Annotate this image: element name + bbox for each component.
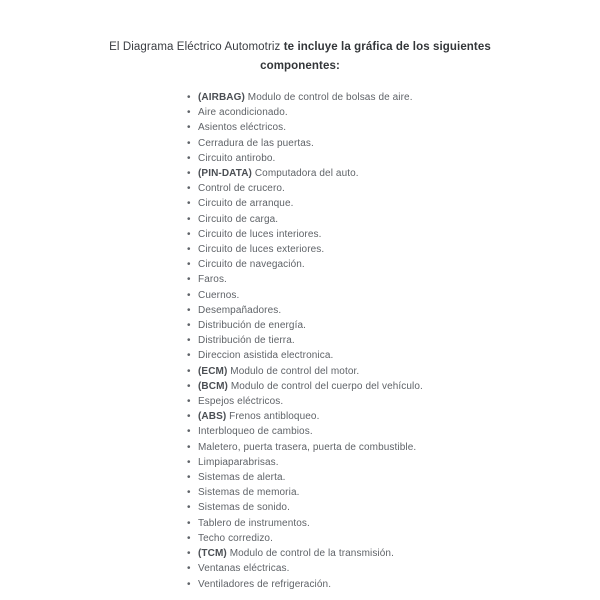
component-label: Modulo de control de bolsas de aire. — [244, 92, 413, 103]
list-item — [186, 531, 600, 546]
component-list — [186, 90, 600, 592]
component-label: Cuernos. — [198, 289, 240, 301]
list-item — [186, 166, 600, 181]
component-label: Sistemas de memoria. — [198, 487, 300, 499]
component-label: Interbloqueo de cambios. — [198, 426, 313, 438]
component-label: Modulo de control del cuerpo del vehículo. — [227, 380, 423, 392]
list-item — [186, 394, 600, 409]
list-item — [186, 242, 600, 257]
list-item — [186, 440, 600, 455]
list-item — [186, 470, 600, 485]
component-label: Modulo de control del motor. — [227, 365, 360, 377]
component-label: Circuito de luces interiores. — [198, 228, 322, 240]
component-label: Computadora del auto. — [251, 168, 359, 180]
title-regular-text: El Diagrama Eléctrico Automotriz — [109, 41, 284, 53]
component-code: (AIRBAG) — [198, 92, 245, 103]
component-label: Limpiaparabrisas. — [198, 456, 279, 468]
list-item — [186, 364, 600, 379]
list-item — [186, 424, 600, 439]
list-item — [186, 348, 600, 363]
component-label: Control de crucero. — [198, 183, 285, 195]
list-item — [186, 257, 600, 272]
component-code: (PIN-DATA) — [198, 168, 252, 180]
component-label: Cerradura de las puertas. — [198, 137, 314, 149]
list-item — [186, 303, 600, 318]
component-code: (ECM) — [198, 365, 228, 377]
list-item — [186, 90, 600, 105]
component-code: (TCM) — [198, 548, 227, 560]
component-code: (BCM) — [198, 380, 228, 392]
component-label: Direccion asistida electronica. — [198, 350, 334, 362]
list-item — [186, 516, 600, 531]
list-item — [186, 333, 600, 348]
component-label: Modulo de control de la transmisión. — [226, 548, 394, 560]
list-item — [186, 151, 600, 166]
list-item — [186, 455, 600, 470]
component-label: Desempañadores. — [198, 304, 282, 316]
component-label: Ventanas eléctricas. — [198, 563, 290, 575]
component-label: Frenos antibloqueo. — [226, 411, 320, 423]
component-label: Faros. — [198, 274, 227, 286]
title-line-1 — [0, 38, 600, 57]
component-label: Ventiladores de refrigeración. — [198, 578, 332, 590]
list-item — [186, 500, 600, 515]
component-label: Techo corredizo. — [198, 532, 273, 544]
list-item — [186, 577, 600, 592]
list-item — [186, 288, 600, 303]
list-item — [186, 227, 600, 242]
title-bold-text: te incluye la gráfica de los siguientes — [283, 41, 491, 53]
list-item — [186, 485, 600, 500]
title-line-2 — [0, 57, 600, 76]
list-item — [186, 272, 600, 287]
title-bold-text-2: componentes: — [260, 60, 340, 72]
list-item — [186, 379, 600, 394]
list-item — [186, 181, 600, 196]
component-label: Circuito de navegación. — [198, 259, 305, 271]
list-item — [186, 318, 600, 333]
list-item — [186, 105, 600, 120]
component-label: Sistemas de alerta. — [198, 472, 286, 484]
page-title — [0, 38, 600, 76]
component-label: Tablero de instrumentos. — [198, 517, 310, 529]
list-item — [186, 196, 600, 211]
list-item — [186, 409, 600, 424]
component-label: Distribución de energía. — [198, 320, 307, 332]
component-label: Circuito de carga. — [198, 213, 279, 225]
component-label: Distribución de tierra. — [198, 335, 295, 347]
list-item — [186, 120, 600, 135]
component-label: Asientos eléctricos. — [198, 122, 287, 134]
component-label: Circuito de luces exteriores. — [198, 244, 325, 256]
component-label: Aire acondicionado. — [198, 107, 288, 119]
component-label: Circuito de arranque. — [198, 198, 294, 210]
component-label: Maletero, puerta trasera, puerta de combustible. — [198, 441, 417, 453]
list-item — [186, 136, 600, 151]
list-item — [186, 546, 600, 561]
component-label: Sistemas de sonido. — [198, 502, 290, 514]
component-label: Circuito antirobo. — [198, 152, 276, 164]
list-item — [186, 212, 600, 227]
list-item — [186, 561, 600, 576]
component-label: Espejos eléctricos. — [198, 396, 284, 408]
component-code: (ABS) — [198, 411, 227, 423]
